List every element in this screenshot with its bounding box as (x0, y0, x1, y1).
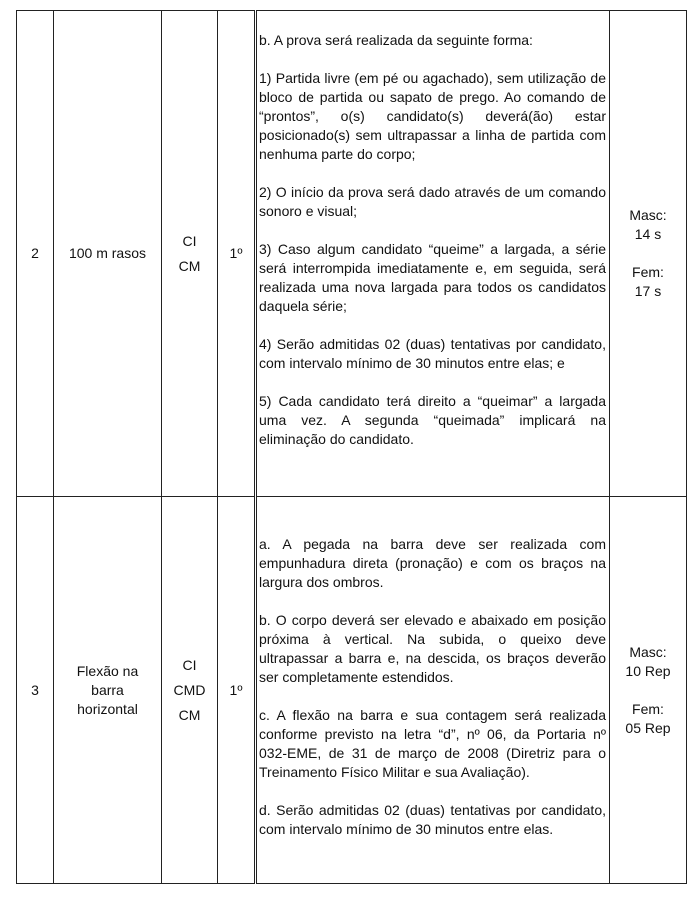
event-name (54, 497, 162, 884)
row-number: 3 (17, 497, 54, 884)
category-item: CM (178, 706, 201, 723)
index-masc-value: 10 Rep (625, 662, 671, 679)
description-cell (256, 497, 610, 884)
event-name-line: barra (91, 681, 124, 698)
table-row (17, 11, 687, 497)
table-row (17, 497, 687, 884)
description-cell (256, 11, 610, 497)
index-masc-label: Masc: (629, 643, 667, 660)
index-fem-value: 05 Rep (625, 719, 671, 736)
category-list (162, 497, 218, 884)
description-paragraph: a. A pegada na barra deve ser realizada com empunhadura direta (pronação) e com os braços na largura dos ombros. (259, 536, 606, 590)
category-item: CMD (173, 681, 206, 698)
description-paragraph: 2) O início da prova será dado através de um comando sonoro e visual; (259, 184, 606, 219)
index-fem-label: Fem: (632, 700, 664, 717)
order-cell: 1º (218, 11, 256, 497)
description-paragraph: d. Serão admitidas 02 (duas) tentativas por candidato, com intervalo mínimo de 30 minutos entre elas. (259, 802, 606, 837)
event-name-line: Flexão na (76, 662, 139, 679)
description-paragraph: 1) Partida livre (em pé ou agachado), sem utilização de bloco de partida ou sapato de prego. Ao comando de “prontos”, o(s) candidato(s) deverá(ão) estar posicionado(s) sem ultrapassar a linha de partida com nenhuma parte do corpo; (259, 70, 606, 162)
test-table (16, 10, 687, 884)
description-paragraph: 5) Cada candidato terá direito a “queimar” a largada uma vez. A segunda “queimada” implicará na eliminação do candidato. (259, 393, 606, 447)
index-fem-value: 17 s (634, 283, 662, 299)
index-fem-label: Fem: (632, 264, 664, 280)
event-name: 100 m rasos (54, 11, 162, 497)
index-masc-value: 14 s (634, 226, 662, 242)
category-item: CI (182, 656, 197, 673)
description-paragraph: c. A flexão na barra e sua contagem será realizada conforme previsto na letra “d”, nº 06, da Portaria nº 032-EME, de 31 de março de 2008 (Diretriz para o Treinamento Físico Militar e sua Avaliação). (259, 707, 606, 780)
event-name-line: horizontal (77, 700, 138, 717)
category-item: CI (182, 232, 197, 249)
description-paragraph: 4) Serão admitidas 02 (duas) tentativas por candidato, com intervalo mínimo de 30 minutos entre elas; e (259, 336, 606, 371)
row-number: 2 (17, 11, 54, 497)
order-cell: 1º (218, 497, 256, 884)
category-list (162, 11, 218, 497)
description-paragraph: 3) Caso algum candidato “queime” a largada, a série será interrompida imediatamente e, em seguida, será realizada uma nova largada para todos os candidatos daquela série; (259, 241, 606, 314)
index-cell (610, 11, 687, 497)
description-paragraph: b. O corpo deverá ser elevado e abaixado em posição próxima à vertical. Na subida, o queixo deve ultrapassar a barra e, na descida, os braços deverão ser completamente estendidos. (259, 612, 606, 685)
index-cell (610, 497, 687, 884)
index-masc-label: Masc: (629, 207, 667, 223)
description-paragraph: b. A prova será realizada da seguinte forma: (259, 32, 533, 48)
category-item: CM (178, 257, 201, 274)
